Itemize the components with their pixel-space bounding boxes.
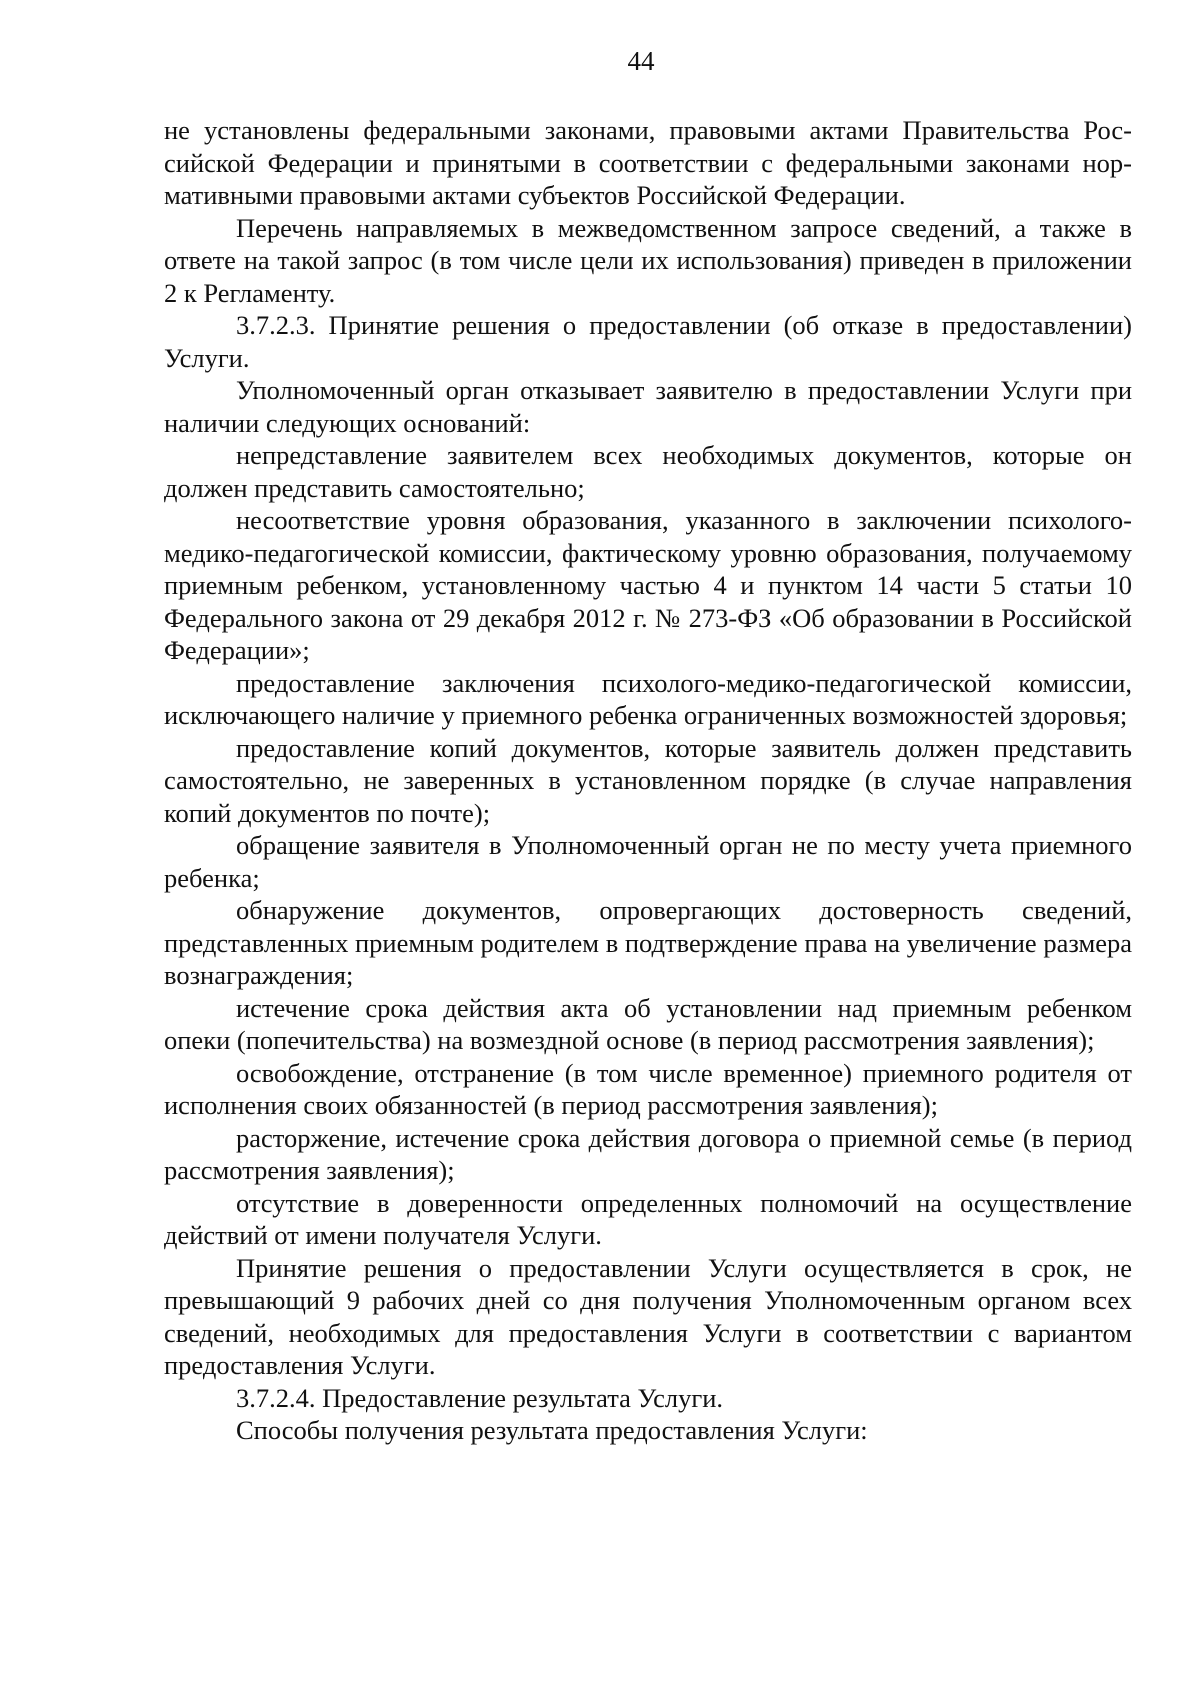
list-item: освобождение, отстранение (в том числе временное) приемного родителя от исполнения своих обязанностей (в период рассмотрения заявления);: [164, 1057, 1132, 1120]
list-item: истечение срока действия акта об установлении над приемным ребенком опеки (попечительства) на возмездной основе (в период рассмотрения заявления);: [164, 992, 1132, 1055]
paragraph-continuation: не установлены федеральными законами, правовыми актами Правительства Российской Федерации и принятыми в соответствии с федеральными законами нормативными правовыми актами субъектов Российской Федерации.: [164, 115, 1132, 210]
page-number: 44: [627, 46, 655, 76]
paragraph-decision-term: Принятие решения о предоставлении Услуги осуществляется в срок, не превышающий 9 рабочих дней со дня получения Уполномоченным органом всех сведений, необходимых для предоставления Услуги в соответствии с вариантом предоставления Услуги.: [164, 1252, 1132, 1380]
list-item: предоставление копий документов, которые заявитель должен представить самостоятельно, не заверенных в установленном порядке (в случае направления копий документов по почте);: [164, 732, 1132, 828]
section-heading-3-7-2-4: 3.7.2.4. Предоставление результата Услуги.: [236, 1382, 724, 1413]
paragraph-refusal-grounds: Уполномоченный орган отказывает заявителю в предоставлении Услуги при наличии следующих оснований:: [164, 375, 1132, 438]
list-item: расторжение, истечение срока действия договора о приемной семье (в период рассмотрения заявления);: [164, 1122, 1132, 1185]
document-body: [164, 114, 1132, 1447]
section-heading-3-7-2-3: 3.7.2.3. Принятие решения о предоставлении (об отказе в предоставлении) Услуги.: [164, 310, 1132, 373]
list-item: предоставление заключения психолого-медико-педагогической комиссии, исключающего наличие у приемного ребенка ограниченных возможностей здоровья;: [164, 667, 1132, 730]
list-item: непредставление заявителем всех необходимых документов, которые он должен представить самостоятельно;: [164, 440, 1132, 503]
paragraph-request-list: Перечень направляемых в межведомственном запросе сведений, а также в ответе на такой запрос (в том числе цели их использования) приведен в приложении 2 к Регламенту.: [164, 212, 1132, 308]
list-item: обращение заявителя в Уполномоченный орган не по месту учета приемного ребенка;: [164, 830, 1132, 893]
list-item: несоответствие уровня образования, указанного в заключении психолого-медико-педагогической комиссии, фактическому уровню образования, получаемому приемным ребенком, установленному частью 4 и пунктом 14 части 5 статьи 10 Федерального закона от 29 декабря 2012 г. № 273-ФЗ «Об образовании в Российской Федерации»;: [164, 505, 1132, 665]
list-item: обнаружение документов, опровергающих достоверность сведений, представленных приемным родителем в подтверждение права на увеличение размера вознаграждения;: [164, 895, 1132, 990]
paragraph-result-methods: Способы получения результата предоставления Услуги:: [236, 1415, 868, 1445]
list-item: отсутствие в доверенности определенных полномочий на осуществление действий от имени получателя Услуги.: [164, 1187, 1132, 1250]
